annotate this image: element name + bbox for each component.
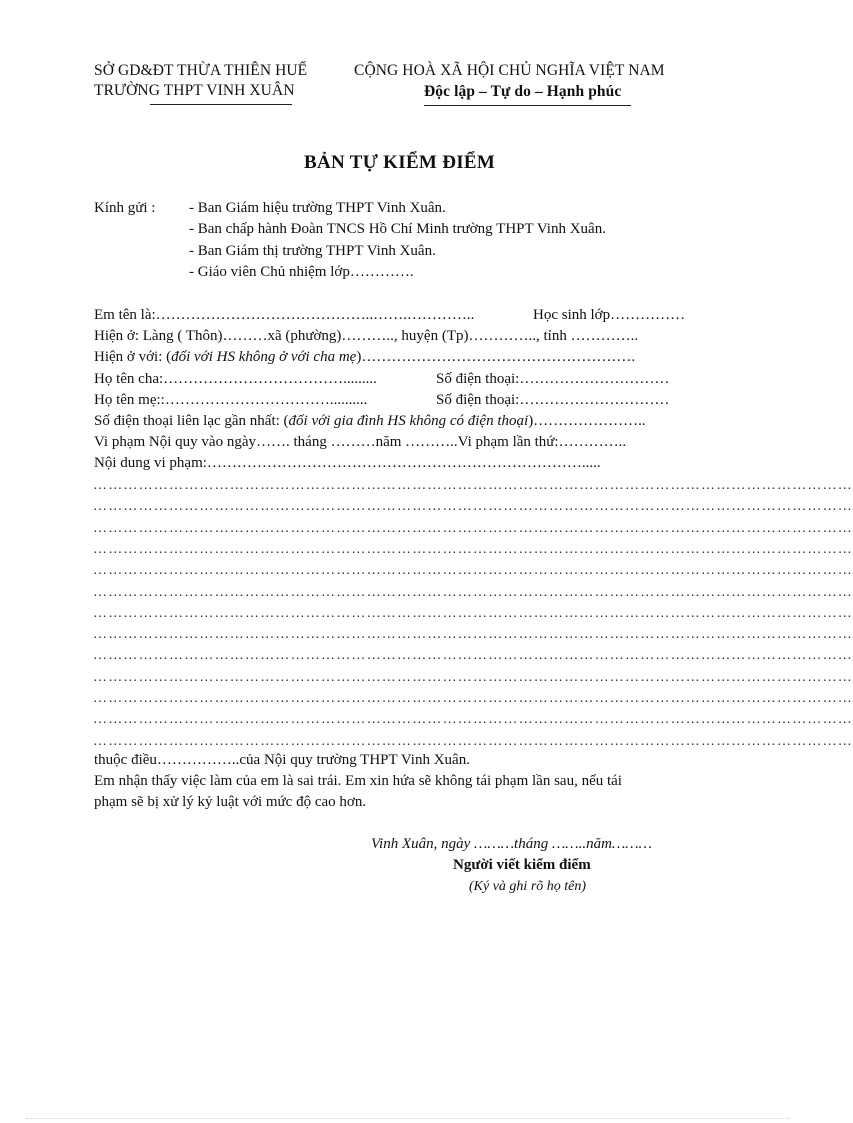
- student-name-field[interactable]: Em tên là:……………………………………..…….…………..: [94, 307, 475, 323]
- country-name: CỘNG HOÀ XÃ HỘI CHỦ NGHĨA VIỆT NAM: [354, 62, 665, 79]
- contact-phone-blank: )…………………..: [528, 413, 646, 429]
- blank-line[interactable]: ……………………………………………………………………………………………………………………………………: [93, 734, 853, 749]
- rule-article-field[interactable]: thuộc điều……………..của Nội quy trường THPT Vinh Xuân.: [94, 752, 470, 768]
- father-name-field[interactable]: Họ tên cha:……………………………….........: [94, 371, 377, 387]
- signature-place-date[interactable]: Vinh Xuân, ngày ………tháng ……..năm………: [371, 836, 652, 852]
- contact-phone-label: Số điện thoại liên lạc gần nhất: (: [94, 413, 289, 429]
- blank-line[interactable]: ……………………………………………………………………………………………………………………………………: [93, 542, 853, 557]
- recipient-item: - Ban Giám hiệu trường THPT Vinh Xuân.: [189, 200, 446, 216]
- recipient-item: - Giáo viên Chủ nhiệm lớp………….: [189, 264, 414, 280]
- contact-phone-field[interactable]: [94, 413, 646, 430]
- mother-name-field[interactable]: Họ tên mẹ::……………………………..........: [94, 392, 368, 408]
- school-name-underline: [150, 104, 292, 105]
- mother-phone-field[interactable]: Số điện thoại:…………………………: [436, 392, 670, 408]
- living-with-label: Hiện ở với: (: [94, 349, 172, 365]
- recipients-label: Kính gửi :: [94, 200, 156, 216]
- blank-line[interactable]: ……………………………………………………………………………………………………………………………………: [93, 712, 853, 727]
- blank-line[interactable]: ……………………………………………………………………………………………………………………………………: [93, 563, 853, 578]
- commitment-line: Em nhận thấy việc làm của em là sai trái. Em xin hứa sẽ không tái phạm lần sau, nếu tái: [94, 773, 622, 789]
- department-name: SỞ GD&ĐT THỪA THIÊN HUẾ: [94, 62, 308, 79]
- blank-line[interactable]: ……………………………………………………………………………………………………………………………………: [93, 648, 853, 663]
- father-phone-field[interactable]: Số điện thoại:…………………………: [436, 371, 670, 387]
- signature-note: (Ký và ghi rõ họ tên): [469, 879, 587, 894]
- contact-phone-note: đối với gia đình HS không có điện thoại: [288, 413, 529, 429]
- living-with-field[interactable]: [94, 349, 635, 366]
- blank-line[interactable]: ……………………………………………………………………………………………………………………………………: [93, 606, 853, 621]
- recipient-item: - Ban Giám thị trường THPT Vinh Xuân.: [189, 243, 436, 259]
- blank-line[interactable]: ……………………………………………………………………………………………………………………………………: [93, 521, 853, 536]
- living-with-note: đối với HS không ở với cha mẹ: [171, 349, 357, 365]
- blank-line[interactable]: ……………………………………………………………………………………………………………………………………: [93, 670, 853, 685]
- school-name: TRƯỜNG THPT VINH XUÂN: [94, 82, 295, 99]
- commitment-line: phạm sẽ bị xử lý kỷ luật với mức độ cao hơn.: [94, 794, 367, 810]
- recipient-item: - Ban chấp hành Đoàn TNCS Hồ Chí Minh trường THPT Vinh Xuân.: [189, 221, 606, 237]
- violation-content-field[interactable]: Nội dung vi phạm:………………………………………………………………….....: [94, 455, 601, 471]
- blank-line[interactable]: ……………………………………………………………………………………………………………………………………: [93, 627, 853, 642]
- motto-underline: [424, 105, 631, 106]
- living-with-blank: )……………………………………………….: [356, 349, 636, 365]
- blank-line[interactable]: ……………………………………………………………………………………………………………………………………: [93, 691, 853, 706]
- blank-line[interactable]: ……………………………………………………………………………………………………………………………………: [93, 478, 853, 493]
- address-field[interactable]: Hiện ở: Làng ( Thôn)………xã (phường)……….., huyện (Tp)………….., tỉnh …………..: [94, 328, 639, 344]
- signature-role: Người viết kiểm điểm: [453, 857, 591, 873]
- blank-line[interactable]: ……………………………………………………………………………………………………………………………………: [93, 585, 853, 600]
- violation-date-field[interactable]: Vi phạm Nội quy vào ngày……. tháng ………năm ………..Vi phạm lần thứ:…………..: [94, 434, 627, 450]
- student-class-field[interactable]: Học sinh lớp……………: [533, 307, 686, 323]
- blank-line[interactable]: ……………………………………………………………………………………………………………………………………: [93, 499, 853, 514]
- document-title: BẢN TỰ KIỂM ĐIỂM: [304, 152, 496, 173]
- page-bottom-border: [26, 1118, 790, 1119]
- national-motto: Độc lập – Tự do – Hạnh phúc: [424, 83, 622, 100]
